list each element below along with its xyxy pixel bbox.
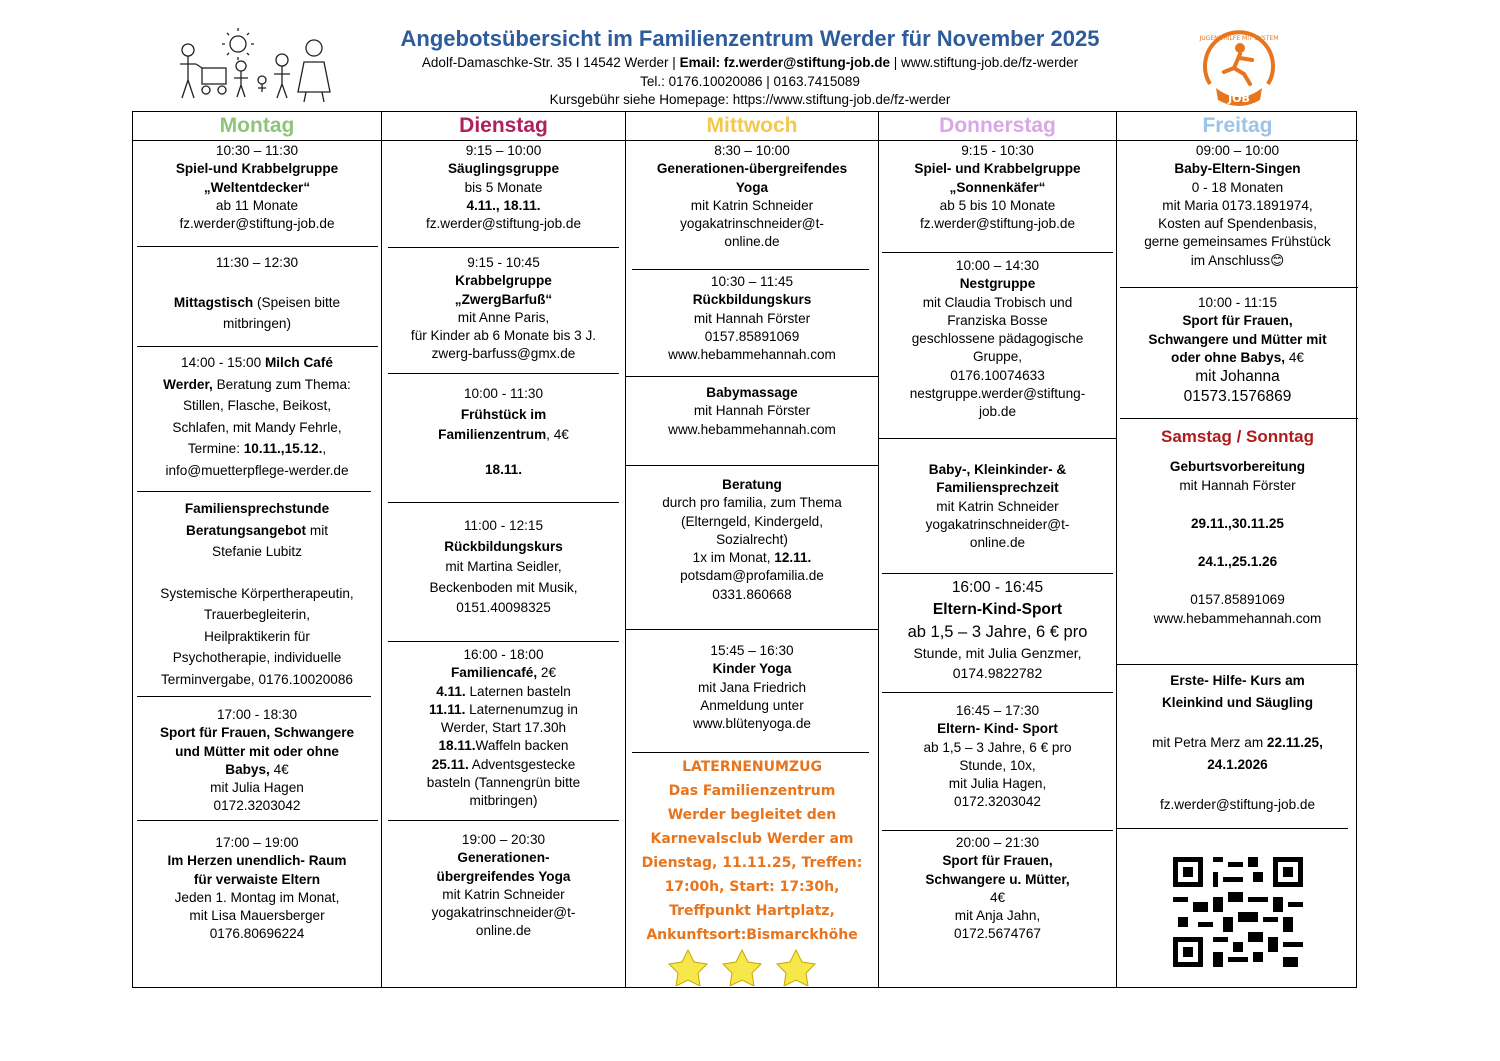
header-email[interactable]: Email: fz.werder@stiftung-job.de — [679, 55, 890, 70]
address-line: Adolf-Damaschke-Str. 35 I 14542 Werder | Email: fz.werder@stiftung-job.de | www.stiftung-job.de/fz-werder — [421, 55, 1079, 70]
day-header-donnerstag: Donnerstag — [879, 112, 1116, 141]
dienstag-entry-1: 9:15 – 10:00 Säuglingsgruppe bis 5 Monate 4.11., 18.11. fz.werder@stiftung-job.de — [425, 143, 582, 232]
donnerstag-entry-1: 9:15 - 10:30 Spiel- und Krabbelgruppe „Sonnenkäfer“ ab 5 bis 10 Monate fz.werder@stiftung-job.de — [914, 143, 1081, 232]
dienstag-entry-2: 9:15 - 10:45 Krabbelgruppe „ZwergBarfuß“ mit Anne Paris, für Kinder ab 6 Monate bis 3 J. zwerg-barfuss@gmx.de — [410, 255, 597, 362]
divider — [1120, 287, 1358, 288]
column-montag — [133, 112, 382, 987]
divider — [882, 573, 1113, 574]
mittwoch-entry-5: 15:45 – 16:30 Kinder Yoga mit Jana Friedrich Anmeldung unter www.blütenyoga.de — [693, 643, 811, 732]
divider — [632, 269, 869, 270]
montag-entry-1: 10:30 – 11:30 Spiel-und Krabbelgruppe „Weltentdecker“ ab 11 Monate fz.werder@stiftung-job.de — [175, 143, 339, 232]
mittwoch-entry-3: Babymassage mit Hannah Förster www.hebammehannah.com — [668, 385, 836, 437]
weekend-block: Samstag / Sonntag Geburtsvorbereitung mit Hannah Förster 29.11.,30.11.25 24.1.,25.1.26 0157.85891069 www.hebammehannah.com — [1117, 428, 1358, 628]
logo-badge-text: JOB — [1228, 92, 1250, 105]
divider — [879, 438, 1116, 439]
divider — [1117, 828, 1348, 829]
logo-arc-text: JUGENDHILFE MIT SYSTEM — [1199, 35, 1279, 42]
column-freitag — [1117, 112, 1358, 987]
dienstag-entry-4: 11:00 - 12:15 Rückbildungskurs mit Martina Seidler, Beckenboden mit Musik, 0151.40098325 — [429, 518, 578, 615]
qr-code-icon[interactable] — [1173, 857, 1303, 967]
divider — [1117, 664, 1358, 665]
montag-entry-5: 17:00 - 18:30 Sport für Frauen, Schwangere und Mütter mit oder ohne Babys, 4€ mit Julia Hagen 0172.3203042 — [159, 707, 355, 814]
divider — [626, 629, 878, 630]
divider — [137, 346, 378, 347]
divider — [388, 373, 619, 374]
laternenumzug-notice: LATERNENUMZUG Das Familienzentrum Werder begleitet den Karnevalsclub Werder am Dienstag, 11.11.25, Treffen: 17:00h, Start: 17:30h, Treffpunkt Hartplatz, Ankunftsort:Bismarckhöhe — [641, 759, 863, 943]
divider — [626, 465, 878, 466]
divider — [137, 696, 371, 697]
montag-entry-6: 17:00 – 19:00 Im Herzen unendlich- Raum für verwaiste Eltern Jeden 1. Montag im Monat, mit Lisa Mauersberger 0176.80696224 — [167, 835, 347, 942]
mittwoch-entry-2: 10:30 – 11:45 Rückbildungskurs mit Hannah Förster 0157.85891069 www.hebammehannah.com — [668, 274, 836, 363]
column-dienstag — [382, 112, 626, 987]
dienstag-entry-3: 10:00 - 11:30 Frühstück im Familienzentrum, 4€ 18.11. — [438, 386, 569, 477]
divider — [137, 246, 378, 247]
day-header-mittwoch: Mittwoch — [626, 112, 878, 141]
dienstag-entry-5: 16:00 - 18:00 Familiencafé, 2€ 4.11. Laternen basteln 11.11. Laternenumzug in Werder, Start 17.30h 18.11.Waffeln backen 25.11. Adventsgestecke basteln (Tannengrün bitte mitbringen) — [426, 647, 581, 809]
day-header-freitag: Freitag — [1117, 112, 1358, 141]
mittwoch-entry-1: 8:30 – 10:00 Generationen-übergreifendes Yoga mit Katrin Schneider yogakatrinschneider@t- online.de — [656, 143, 848, 250]
divider — [388, 247, 619, 248]
dienstag-entry-6: 19:00 – 20:30 Generationen- übergreifendes Yoga mit Katrin Schneider yogakatrinschneider@t- online.de — [431, 832, 576, 939]
divider — [882, 692, 1113, 693]
donnerstag-entry-4: 16:00 - 16:45 Eltern-Kind-Sport ab 1,5 – 3 Jahre, 6 € pro Stunde, mit Julia Genzmer, 0174.9822782 — [907, 579, 1088, 681]
donnerstag-entry-5: 16:45 – 17:30 Eltern- Kind- Sport ab 1,5 – 3 Jahre, 6 € pro Stunde, 10x, mit Julia Hagen, 0172.3203042 — [923, 703, 1072, 810]
divider — [137, 491, 371, 492]
montag-entry-2: 11:30 – 12:30 Mittagstisch (Speisen bitte mitbringen) — [173, 255, 341, 332]
column-donnerstag — [879, 112, 1117, 987]
page-title: Angebotsübersicht im Familienzentrum Werder für November 2025 — [400, 26, 1100, 51]
divider — [388, 820, 619, 821]
schedule-table — [132, 111, 1357, 988]
montag-entry-4: Familiensprechstunde Beratungsangebot mit Stefanie Lubitz Systemische Körpertherapeutin, Trauerbegleiterin, Heilpraktikerin für Psychotherapie, individuelle Terminvergabe, 0176.10020086 — [160, 501, 354, 687]
phone-line: Tel.: 0176.10020086 | 0163.7415089 — [640, 74, 860, 89]
day-header-montag: Montag — [133, 112, 381, 141]
job-logo-icon — [1196, 26, 1282, 108]
divider — [1120, 418, 1358, 419]
mittwoch-entry-4: Beratung durch pro familia, zum Thema (Elterngeld, Kindergeld, Sozialrecht) 1x im Monat, 12.11. potsdam@profamilia.de 0331.860668 — [662, 477, 842, 602]
header — [0, 0, 1500, 112]
donnerstag-entry-6: 20:00 – 21:30 Sport für Frauen, Schwangere u. Mütter, 4€ mit Anja Jahn, 0172.5674767 — [925, 835, 1070, 942]
stars-icon — [660, 948, 840, 986]
divider — [882, 830, 1113, 831]
divider — [388, 641, 619, 642]
divider — [882, 252, 1113, 253]
divider — [137, 820, 378, 821]
divider — [632, 752, 869, 753]
freitag-entry-1: 09:00 – 10:00 Baby-Eltern-Singen 0 - 18 Monaten mit Maria 0173.1891974, Kosten auf Spendenbasis, gerne gemeinsames Frühstück im Anschluss😊 — [1144, 143, 1331, 268]
donnerstag-entry-3: Baby-, Kleinkinder- & Familiensprechzeit mit Katrin Schneider yogakatrinschneider@t- online.de — [925, 462, 1070, 551]
freitag-entry-4: Erste- Hilfe- Kurs am Kleinkind und Säugling mit Petra Merz am 22.11.25, 24.1.2026 fz.werder@stiftung-job.de — [1152, 673, 1323, 812]
weekend-header: Samstag / Sonntag — [1160, 427, 1315, 446]
montag-entry-3: 14:00 - 15:00 Milch Café Werder, Beratung zum Thema: Stillen, Flasche, Beikost, Schlafen, mit Mandy Fehrle, Termine: 10.11.,15.12., info@muetterpflege-werder.de — [163, 355, 351, 478]
freitag-entry-2: 10:00 - 11:15 Sport für Frauen, Schwangere und Mütter mit oder ohne Babys, 4€ mit Johanna 01573.1576869 — [1148, 295, 1327, 406]
fee-line: Kursgebühr siehe Homepage: https://www.stiftung-job.de/fz-werder — [549, 92, 951, 107]
day-header-dienstag: Dienstag — [382, 112, 625, 141]
divider — [388, 502, 619, 503]
column-mittwoch — [626, 112, 879, 987]
divider — [626, 376, 878, 377]
donnerstag-entry-2: 10:00 – 14:30 Nestgruppe mit Claudia Trobisch und Franziska Bosse geschlossene pädagogische Gruppe, 0176.10074633 nestgruppe.werder@stiftung- job.de — [909, 258, 1086, 420]
